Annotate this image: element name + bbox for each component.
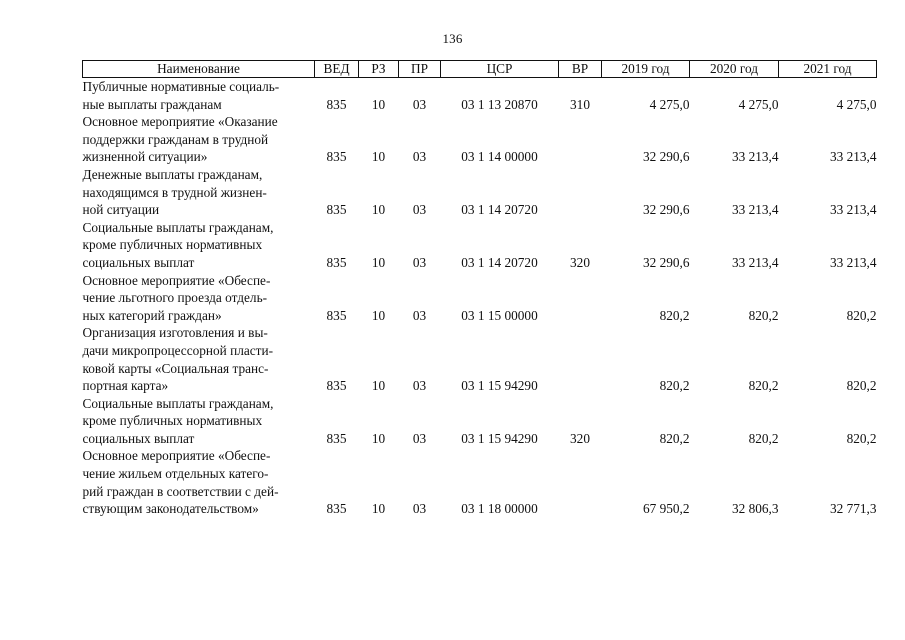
row-name-line: Основное мероприятие «Обеспе-	[82, 448, 271, 464]
row-name-cell	[83, 395, 315, 448]
column-header-2019: 2019 год	[602, 61, 690, 78]
amount-2021-cell: 33 213,4	[829, 254, 877, 270]
rz-cell: 10	[371, 254, 386, 270]
amount-2021-cell: 32 771,3	[829, 501, 877, 517]
amount-2020-cell: 820,2	[748, 430, 779, 446]
table-header-row	[83, 61, 877, 78]
amount-2019-cell: 67 950,2	[642, 501, 690, 517]
amount-2021-cell: 820,2	[846, 430, 877, 446]
row-name-line: социальных выплат	[82, 430, 195, 446]
amount-2020-cell: 820,2	[748, 378, 779, 394]
ved-cell: 835	[326, 96, 347, 112]
row-name-line: Социальные выплаты гражданам,	[82, 395, 274, 411]
row-name-line: Денежные выплаты гражданам,	[82, 166, 263, 182]
vr-cell: 320	[570, 254, 590, 270]
amount-2021-cell: 33 213,4	[829, 202, 877, 218]
row-name-line: ствующим законодательством»	[82, 501, 259, 517]
row-name-line: кроме публичных нормативных	[82, 237, 263, 253]
csr-cell: 03 1 15 94290	[461, 430, 538, 446]
table-row	[83, 219, 877, 272]
rz-cell: 10	[371, 202, 386, 218]
table-row	[83, 78, 877, 114]
vr-cell	[559, 324, 602, 394]
amount-2021-cell: 33 213,4	[829, 149, 877, 165]
column-header-vr: ВР	[559, 61, 602, 78]
amount-2020-cell: 33 213,4	[731, 202, 779, 218]
rz-cell: 10	[371, 96, 386, 112]
row-name-cell	[83, 166, 315, 219]
ved-cell: 835	[326, 149, 347, 165]
csr-cell: 03 1 18 00000	[461, 501, 538, 517]
pr-cell: 03	[412, 254, 427, 270]
pr-cell: 03	[412, 202, 427, 218]
amount-2020-cell: 33 213,4	[731, 149, 779, 165]
pr-cell: 03	[412, 378, 427, 394]
row-name-line: Организация изготовления и вы-	[82, 325, 268, 341]
row-name-line: ной ситуации	[82, 202, 160, 218]
row-name-line: ных категорий граждан»	[82, 307, 222, 323]
column-header-csr: ЦСР	[441, 61, 559, 78]
amount-2019-cell: 32 290,6	[642, 149, 690, 165]
row-name-cell	[83, 78, 315, 114]
amount-2021-cell: 820,2	[846, 378, 877, 394]
row-name-cell	[83, 272, 315, 325]
page-number: 136	[442, 31, 463, 46]
pr-cell: 03	[412, 149, 427, 165]
pr-cell: 03	[412, 430, 427, 446]
table-row	[83, 324, 877, 394]
row-name-line: дачи микропроцессорной пласти-	[82, 342, 274, 358]
rz-cell: 10	[371, 307, 386, 323]
amount-2019-cell: 820,2	[659, 307, 690, 323]
row-name-line: Социальные выплаты гражданам,	[82, 219, 274, 235]
row-name-line: рий граждан в соответствии с дей-	[82, 483, 279, 499]
amount-2021-cell: 820,2	[846, 307, 877, 323]
amount-2019-cell: 32 290,6	[642, 254, 690, 270]
vr-cell: 320	[570, 430, 590, 446]
table-row	[83, 166, 877, 219]
ved-cell: 835	[326, 378, 347, 394]
row-name-line: кроме публичных нормативных	[82, 413, 263, 429]
amount-2019-cell: 820,2	[659, 430, 690, 446]
amount-2020-cell: 4 275,0	[738, 96, 779, 112]
rz-cell: 10	[371, 378, 386, 394]
vr-cell	[559, 166, 602, 219]
amount-2019-cell: 820,2	[659, 378, 690, 394]
row-name-line: социальных выплат	[82, 254, 195, 270]
column-header-2021: 2021 год	[779, 61, 877, 78]
row-name-line: ковой карты «Социальная транс-	[82, 360, 269, 376]
vr-cell	[559, 272, 602, 325]
column-header-pr: ПР	[399, 61, 441, 78]
table-body	[83, 78, 877, 518]
table-row	[83, 113, 877, 166]
csr-cell: 03 1 14 20720	[461, 202, 538, 218]
row-name-line: чение льготного проезда отдель-	[82, 290, 268, 306]
pr-cell: 03	[412, 501, 427, 517]
vr-cell: 310	[570, 96, 590, 112]
rz-cell: 10	[371, 501, 386, 517]
row-name-line: Публичные нормативные социаль-	[82, 79, 280, 94]
row-name-line: жизненной ситуации»	[82, 149, 208, 165]
csr-cell: 03 1 15 00000	[461, 307, 538, 323]
column-header-2020: 2020 год	[690, 61, 779, 78]
row-name-line: портная карта»	[82, 378, 169, 394]
ved-cell: 835	[326, 254, 347, 270]
amount-2020-cell: 820,2	[748, 307, 779, 323]
table-row	[83, 395, 877, 448]
vr-cell	[559, 113, 602, 166]
csr-cell: 03 1 14 20720	[461, 254, 538, 270]
column-header-ved: ВЕД	[315, 61, 359, 78]
pr-cell: 03	[412, 307, 427, 323]
table-row	[83, 272, 877, 325]
ved-cell: 835	[326, 430, 347, 446]
table-row	[83, 447, 877, 517]
row-name-line: находящимся в трудной жизнен-	[82, 184, 267, 200]
budget-table	[82, 60, 877, 518]
rz-cell: 10	[371, 430, 386, 446]
amount-2019-cell: 32 290,6	[642, 202, 690, 218]
pr-cell: 03	[412, 96, 427, 112]
row-name-cell	[83, 447, 315, 517]
column-header-name: Наименование	[83, 61, 315, 78]
amount-2020-cell: 32 806,3	[731, 501, 779, 517]
row-name-cell	[83, 219, 315, 272]
csr-cell: 03 1 13 20870	[461, 96, 538, 112]
amount-2021-cell: 4 275,0	[836, 96, 877, 112]
row-name-line: Основное мероприятие «Оказание	[82, 114, 278, 130]
row-name-line: поддержки гражданам в трудной	[82, 131, 269, 147]
csr-cell: 03 1 15 94290	[461, 378, 538, 394]
ved-cell: 835	[326, 501, 347, 517]
row-name-line: чение жильем отдельных катего-	[82, 466, 269, 482]
vr-cell	[559, 447, 602, 517]
csr-cell: 03 1 14 00000	[461, 149, 538, 165]
amount-2019-cell: 4 275,0	[649, 96, 690, 112]
rz-cell: 10	[371, 149, 386, 165]
row-name-cell	[83, 324, 315, 394]
ved-cell: 835	[326, 202, 347, 218]
row-name-line: Основное мероприятие «Обеспе-	[82, 272, 271, 288]
amount-2020-cell: 33 213,4	[731, 254, 779, 270]
row-name-cell	[83, 113, 315, 166]
row-name-line: ные выплаты гражданам	[82, 96, 222, 112]
column-header-rz: РЗ	[359, 61, 399, 78]
ved-cell: 835	[326, 307, 347, 323]
